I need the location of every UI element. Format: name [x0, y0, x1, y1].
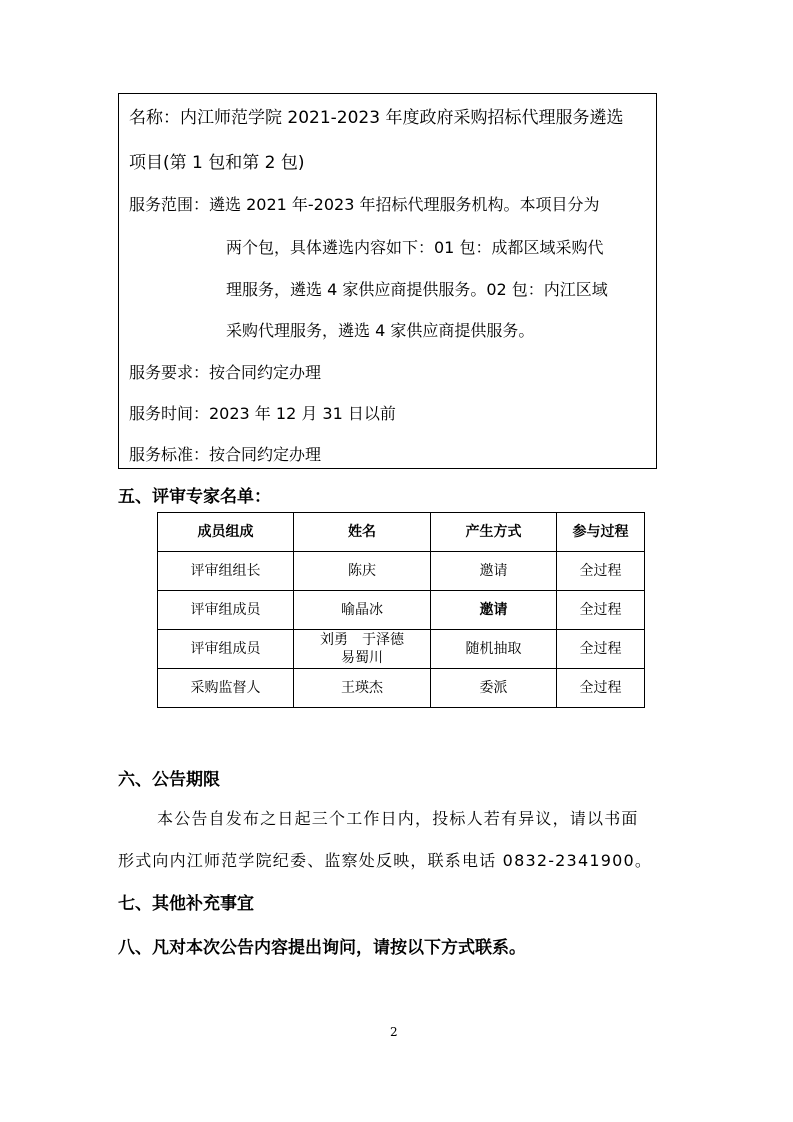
cell-process: 全过程 [557, 552, 645, 591]
service-scope-line1: 服务范围：遴选 2021 年-2023 年招标代理服务机构。本项目分为 [129, 195, 600, 214]
header-process: 参与过程 [557, 513, 645, 552]
table-row [158, 552, 645, 591]
table-row [158, 669, 645, 708]
service-scope-line3: 理服务，遴选 4 家供应商提供服务。02 包：内江区域 [226, 280, 608, 299]
cell-role: 评审组成员 [158, 630, 294, 669]
header-role: 成员组成 [158, 513, 294, 552]
cell-process: 全过程 [557, 591, 645, 630]
cell-name: 陈庆 [294, 552, 431, 591]
section6-paragraph-line1: 本公告自发布之日起三个工作日内，投标人若有异议，请以书面 [157, 809, 639, 828]
service-requirement: 服务要求：按合同约定办理 [129, 363, 322, 382]
project-name-line1: 名称：内江师范学院 2021-2023 年度政府采购招标代理服务遴选 [129, 108, 624, 128]
table-row [158, 630, 645, 669]
service-scope-line4: 采购代理服务，遴选 4 家供应商提供服务。 [226, 321, 535, 340]
cell-name: 喻晶冰 [294, 591, 431, 630]
section8-heading: 八、凡对本次公告内容提出询问，请按以下方式联系。 [118, 938, 526, 958]
cell-method: 委派 [431, 669, 557, 708]
cell-process: 全过程 [557, 669, 645, 708]
expert-table [157, 512, 645, 708]
table-row [158, 591, 645, 630]
section5-heading: 五、评审专家名单： [118, 487, 271, 507]
table-header-row [158, 513, 645, 552]
cell-name: 王瑛杰 [294, 669, 431, 708]
cell-name-line2: 易蜀川 [341, 650, 383, 666]
cell-method: 邀请 [431, 591, 557, 630]
cell-method: 随机抽取 [431, 630, 557, 669]
cell-role: 评审组组长 [158, 552, 294, 591]
cell-process: 全过程 [557, 630, 645, 669]
section6-paragraph-line2: 形式向内江师范学院纪委、监察处反映，联系电话 0832-2341900。 [118, 851, 653, 870]
project-name-line2: 项目(第 1 包和第 2 包) [129, 153, 305, 173]
cell-method: 邀请 [431, 552, 557, 591]
page-number: 2 [390, 1025, 398, 1039]
service-scope-line2: 两个包，具体遴选内容如下：01 包：成都区域采购代 [226, 238, 604, 257]
header-name: 姓名 [294, 513, 431, 552]
cell-name [294, 630, 431, 669]
service-standard: 服务标准：按合同约定办理 [129, 445, 322, 464]
header-method: 产生方式 [431, 513, 557, 552]
section7-heading: 七、其他补充事宜 [118, 894, 254, 914]
cell-role: 采购监督人 [158, 669, 294, 708]
cell-role: 评审组成员 [158, 591, 294, 630]
cell-name-line1: 刘勇 于泽德 [320, 632, 404, 648]
service-time: 服务时间：2023 年 12 月 31 日以前 [129, 404, 396, 423]
section6-heading: 六、公告期限 [118, 770, 220, 790]
